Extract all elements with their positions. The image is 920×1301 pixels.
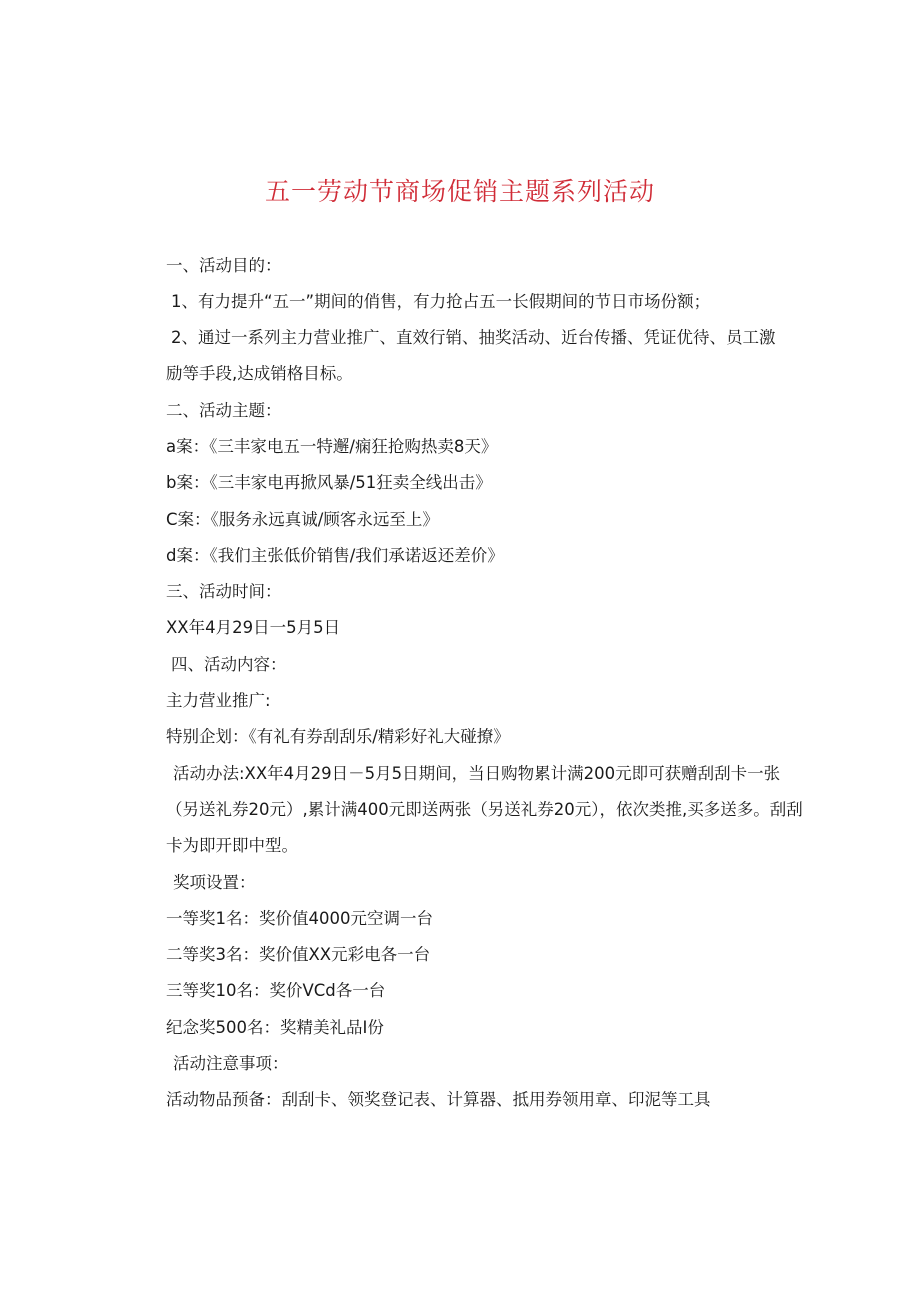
prize-first: 一等奖1名：奖价值4000元空调一台 — [166, 909, 433, 928]
prize-second: 二等奖3名：奖价值XX元彩电各一台 — [166, 945, 431, 964]
plan-d: d案：《我们主张低价销售/我们承诺返还差价》 — [166, 546, 504, 565]
promo-heading: 主力营业推广: — [166, 691, 271, 710]
section3-heading: 三、活动时间： — [166, 582, 282, 601]
section1-item1: 1、有力提升“五一”期间的俏售，有力抢占五一长假期间的节日市场份额； — [171, 292, 711, 311]
prize-heading: 奖项设置： — [173, 873, 256, 892]
section1-item2-line2: 励等手段,达成销格目标。 — [166, 364, 353, 383]
special-plan: 特别企划：《有礼有券刮刮乐/精彩好礼大碰撩》 — [166, 727, 510, 746]
activity-date: XX年4月29日一5月5日 — [166, 618, 341, 637]
materials-line: 活动物品预备：刮刮卡、领奖登记表、计算器、抵用券领用章、印泥等工具 — [166, 1090, 711, 1109]
method-line3: 卡为即开即中型。 — [166, 836, 298, 855]
plan-b: b案：《三丰家电再掀风暴/51狂卖全线出击》 — [166, 473, 492, 492]
method-line1: 活动办法:XX年4月29日－5月5日期间，当日购物累计满200元即可获赠刮刮卡一张 — [173, 764, 781, 783]
section1-item2-line1: 2、通过一系列主力营业推广、直效行销、抽奖活动、近台传播、凭证优待、员工激 — [171, 328, 776, 347]
section4-heading: 四、活动内容： — [171, 655, 287, 674]
section1-heading: 一、活动目的： — [166, 256, 282, 275]
section2-heading: 二、活动主题： — [166, 401, 282, 420]
notes-heading: 活动注意事项： — [173, 1054, 289, 1073]
plan-c: C案：《服务永远真诚/顾客永远至上》 — [166, 510, 439, 529]
method-line2: （另送礼券20元）,累计满400元即送两张（另送礼券20元），依次类推,买多送多。刮刮 — [166, 800, 803, 819]
plan-a: a案：《三丰家电五一特邂/痫狂抢购热卖8天》 — [166, 437, 498, 456]
prize-souvenir: 纪念奖500名：奖精美礼品I份 — [166, 1018, 384, 1037]
document-title: 五一劳动节商场促销主题系列活动 — [264, 177, 655, 206]
prize-third: 三等奖10名：奖价VCd各一台 — [166, 981, 386, 1000]
